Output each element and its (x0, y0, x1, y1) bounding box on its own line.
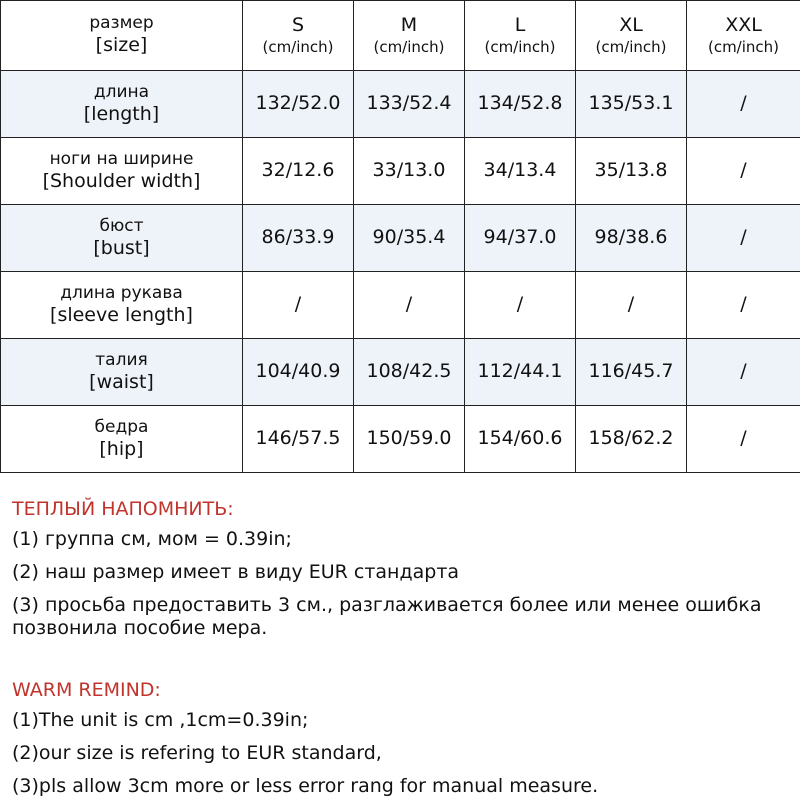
size-unit: (cm/inch) (687, 38, 800, 57)
row-label-en: [bust] (1, 237, 242, 261)
table-cell: / (687, 205, 800, 272)
table-cell: / (687, 406, 800, 473)
size-code: XL (576, 14, 686, 38)
table-cell: 32/12.6 (243, 138, 354, 205)
notes-ru-title: ТЕПЛЫЙ НАПОМНИТЬ: (12, 498, 792, 520)
row-label (1, 138, 243, 205)
size-code: XXL (687, 14, 800, 38)
table-cell: / (687, 71, 800, 138)
row-label-ru: ноги на ширине (1, 149, 242, 170)
row-label (1, 71, 243, 138)
table-cell: 90/35.4 (354, 205, 465, 272)
table-cell: / (576, 272, 687, 339)
notes-ru-line: (3) просьба предоставить 3 см., разглаживается более или менее ошибка позвонила пособие мера. (12, 594, 792, 640)
table-row-bust (1, 205, 800, 272)
table-cell: 34/13.4 (465, 138, 576, 205)
row-label (1, 339, 243, 406)
table-row-hip (1, 406, 800, 473)
size-unit: (cm/inch) (354, 38, 464, 57)
table-cell: 132/52.0 (243, 71, 354, 138)
row-label (1, 406, 243, 473)
header-size-en: [size] (1, 34, 242, 58)
notes-ru-line: (2) наш размер имеет в виду EUR стандарта (12, 561, 792, 583)
row-label (1, 272, 243, 339)
row-label-ru: бюст (1, 216, 242, 237)
notes-en-line: (1)The unit is cm ,1cm=0.39in; (12, 709, 792, 731)
row-label-en: [waist] (1, 371, 242, 395)
table-cell: 154/60.6 (465, 406, 576, 473)
header-size-ru: размер (1, 13, 242, 34)
table-cell: 133/52.4 (354, 71, 465, 138)
table-row-shoulder-width (1, 138, 800, 205)
row-label-ru: длина (1, 82, 242, 103)
table-cell: 94/37.0 (465, 205, 576, 272)
row-label-en: [hip] (1, 438, 242, 462)
table-cell: 146/57.5 (243, 406, 354, 473)
table-cell: / (354, 272, 465, 339)
table-cell: 134/52.8 (465, 71, 576, 138)
table-cell: 150/59.0 (354, 406, 465, 473)
header-size-l (465, 1, 576, 71)
notes-spacer (12, 651, 792, 679)
table-cell: / (687, 339, 800, 406)
table-row-length (1, 71, 800, 138)
table-cell: 135/53.1 (576, 71, 687, 138)
header-size-s (243, 1, 354, 71)
table-cell: / (243, 272, 354, 339)
notes-ru-line: (1) группа см, мом = 0.39in; (12, 528, 792, 550)
table-cell: 108/42.5 (354, 339, 465, 406)
size-code: L (465, 14, 575, 38)
table-header-row (1, 1, 800, 71)
notes-section (12, 498, 792, 808)
notes-en-line: (2)our size is refering to EUR standard, (12, 742, 792, 764)
size-code: M (354, 14, 464, 38)
notes-en-title: WARM REMIND: (12, 679, 792, 701)
table-cell: 33/13.0 (354, 138, 465, 205)
table-cell: / (687, 138, 800, 205)
size-code: S (243, 14, 353, 38)
row-label-en: [length] (1, 103, 242, 127)
table-cell: 35/13.8 (576, 138, 687, 205)
header-size-cell (1, 1, 243, 71)
notes-en-line: (3)pls allow 3cm more or less error rang for manual measure. (12, 775, 792, 797)
row-label-ru: длина рукава (1, 283, 242, 304)
size-unit: (cm/inch) (465, 38, 575, 57)
table-cell: 86/33.9 (243, 205, 354, 272)
table-cell: / (465, 272, 576, 339)
row-label-en: [Shoulder width] (1, 170, 242, 194)
row-label (1, 205, 243, 272)
row-label-ru: бедра (1, 417, 242, 438)
table-cell: 104/40.9 (243, 339, 354, 406)
header-size-m (354, 1, 465, 71)
size-unit: (cm/inch) (243, 38, 353, 57)
size-unit: (cm/inch) (576, 38, 686, 57)
header-size-xxl (687, 1, 800, 71)
table-row-waist (1, 339, 800, 406)
row-label-ru: талия (1, 350, 242, 371)
header-size-xl (576, 1, 687, 71)
table-cell: 116/45.7 (576, 339, 687, 406)
table-cell: / (687, 272, 800, 339)
table-cell: 98/38.6 (576, 205, 687, 272)
row-label-en: [sleeve length] (1, 304, 242, 328)
table-cell: 112/44.1 (465, 339, 576, 406)
table-cell: 158/62.2 (576, 406, 687, 473)
table-row-sleeve-length (1, 272, 800, 339)
